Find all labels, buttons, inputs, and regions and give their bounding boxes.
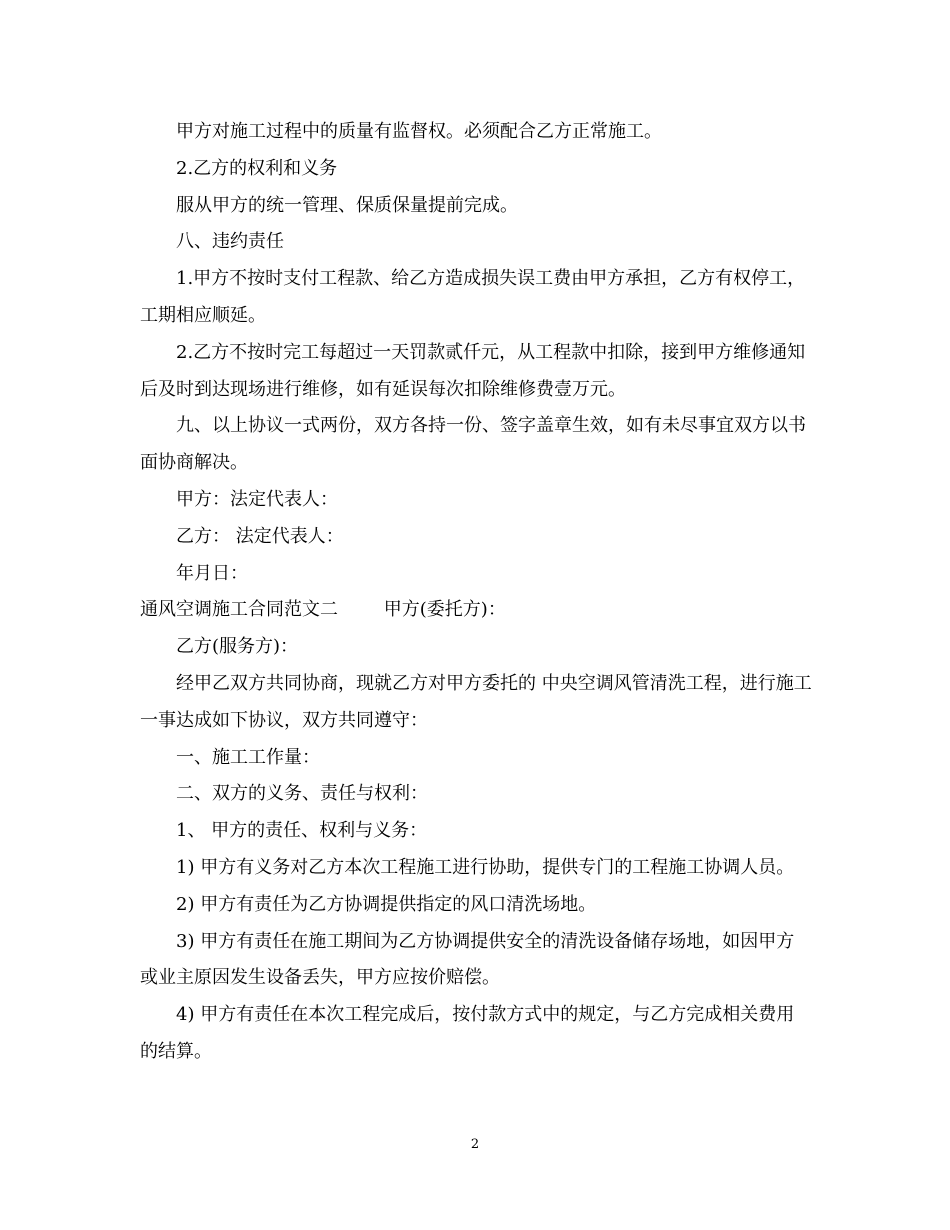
- list-item: 3) 甲方有责任在施工期间为乙方协调提供安全的清洗设备储存场地，如因甲方或业主原因发生设备丢失，甲方应按价赔偿。: [140, 930, 795, 989]
- paragraph: 经甲乙双方共同协商，现就乙方对甲方委托的 中央空调风管清洗工程，进行施工一事达成如下协议，双方共同遵守：: [140, 672, 812, 731]
- paragraph: 2.乙方的权利和义务: [176, 157, 338, 179]
- paragraph: 乙方(服务方)：: [176, 636, 299, 658]
- paragraph: 1.甲方不按时支付工程款、给乙方造成损失误工费由甲方承担，乙方有权停工，工期相应顺延。: [140, 268, 806, 326]
- section-heading: 二、双方的义务、责任与权利：: [176, 783, 428, 805]
- date-line: 年月日：: [176, 562, 248, 584]
- list-item: 1) 甲方有义务对乙方本次工程施工进行协助，提供专门的工程施工协调人员。: [176, 856, 795, 878]
- signature-line-party-a: 甲方：法定代表人：: [176, 488, 338, 510]
- document-body: [140, 114, 812, 1071]
- contract-title-line: 通风空调施工合同范文二 甲方(委托方)：: [140, 599, 506, 621]
- page-number: 2: [470, 1137, 480, 1152]
- section-heading: 八、违约责任: [176, 231, 284, 253]
- list-item: 4) 甲方有责任在本次工程完成后，按付款方式中的规定，与乙方完成相关费用的结算。: [140, 1004, 795, 1062]
- signature-line-party-b: 乙方： 法定代表人：: [176, 525, 344, 547]
- section-heading: 一、施工工作量：: [176, 746, 320, 768]
- paragraph: 甲方对施工过程中的质量有监督权。必须配合乙方正常施工。: [176, 121, 662, 142]
- paragraph: 服从甲方的统一管理、保质保量提前完成。: [176, 194, 518, 216]
- paragraph: 九、以上协议一式两份，双方各持一份、签字盖章生效，如有未尽事宜双方以书面协商解决。: [140, 415, 806, 474]
- list-item: 2) 甲方有责任为乙方协调提供指定的风口清洗场地。: [176, 893, 597, 915]
- paragraph: 2.乙方不按时完工每超过一天罚款贰仟元，从工程款中扣除，接到甲方维修通知后及时到达现场进行维修，如有延误每次扣除维修费壹万元。: [140, 341, 806, 400]
- subsection-heading: 1、 甲方的责任、权利与义务：: [176, 820, 428, 842]
